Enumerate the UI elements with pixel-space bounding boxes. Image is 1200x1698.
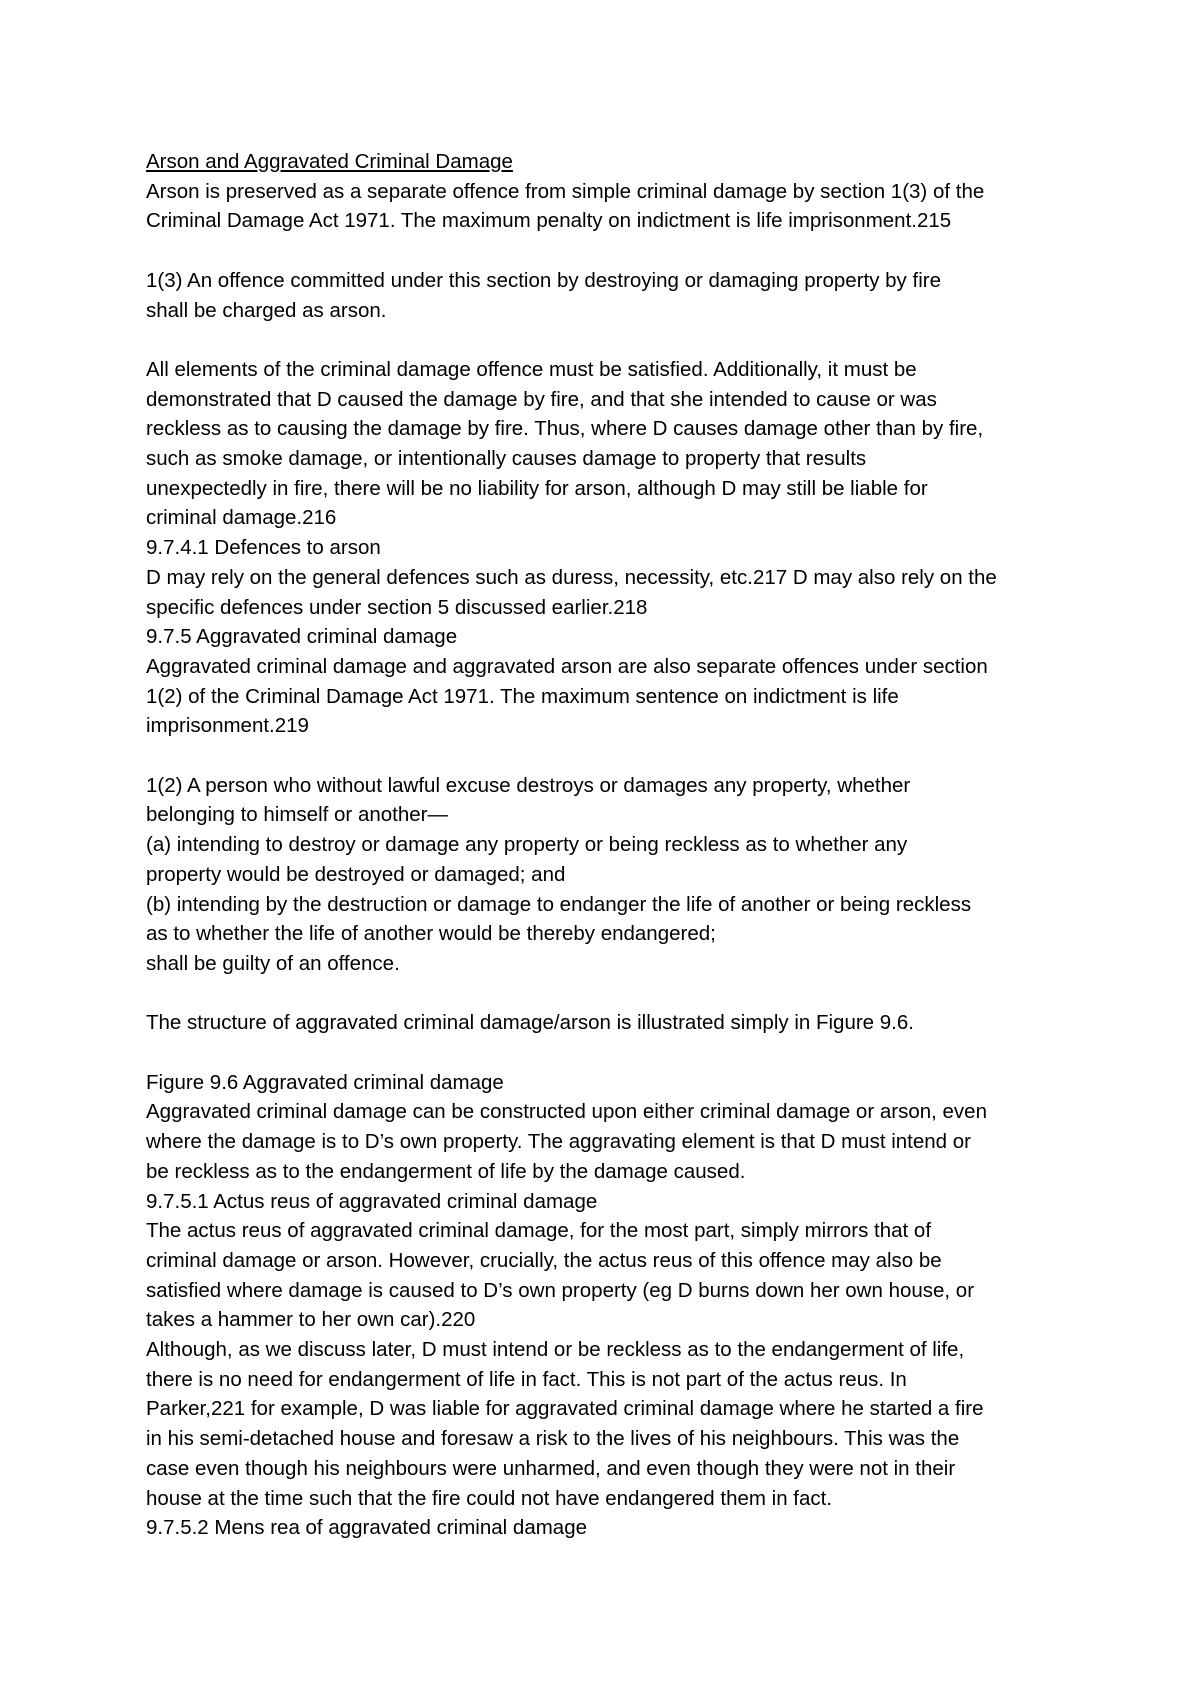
line-35: The actus reus of aggravated criminal damage, for the most part, simply mirrors that of — [146, 1219, 932, 1243]
line-41: Parker,221 for example, D was liable for aggravated criminal damage where he started a fire — [146, 1397, 984, 1421]
line-1: Criminal Damage Act 1971. The maximum penalty on indictment is life imprisonment.215 — [146, 209, 952, 233]
line-3: 1(3) An offence committed under this section by destroying or damaging property by fire — [146, 268, 941, 292]
line-38: takes a hammer to her own car).220 — [146, 1308, 476, 1332]
line-14: specific defences under section 5 discussed earlier.218 — [146, 595, 648, 619]
section-heading-aggravated: 9.7.5 Aggravated criminal damage — [146, 625, 458, 649]
blank-line — [146, 979, 1076, 1009]
line-39: Although, as we discuss later, D must intend or be reckless as to the endangerment of life, — [146, 1338, 965, 1362]
line-28: The structure of aggravated criminal damage/arson is illustrated simply in Figure 9.6. — [146, 1011, 914, 1035]
line-31: Aggravated criminal damage can be constructed upon either criminal damage or arson, even — [146, 1100, 987, 1124]
line-21: belonging to himself or another— — [146, 803, 448, 827]
line-25: as to whether the life of another would be thereby endangered; — [146, 922, 716, 946]
line-33: be reckless as to the endangerment of life by the damage caused. — [146, 1159, 746, 1183]
blank-line — [146, 236, 1076, 266]
blank-line — [146, 1038, 1076, 1068]
line-17: 1(2) of the Criminal Damage Act 1971. The maximum sentence on indictment is life — [146, 684, 899, 708]
figure-caption: Figure 9.6 Aggravated criminal damage — [146, 1070, 504, 1094]
line-23: property would be destroyed or damaged; and — [146, 862, 566, 886]
line-11: criminal damage.216 — [146, 506, 337, 530]
line-44: house at the time such that the fire could not have endangered them in fact. — [146, 1486, 833, 1510]
line-7: demonstrated that D caused the damage by fire, and that she intended to cause or was — [146, 387, 937, 411]
line-42: in his semi-detached house and foresaw a risk to the lives of his neighbours. This was the — [146, 1427, 960, 1451]
line-32: where the damage is to D’s own property. The aggravating element is that D must intend or — [146, 1130, 971, 1154]
line-18: imprisonment.219 — [146, 714, 309, 738]
line-26: shall be guilty of an offence. — [146, 951, 400, 975]
line-6: All elements of the criminal damage offence must be satisfied. Additionally, it must be — [146, 357, 917, 381]
line-40: there is no need for endangerment of life in fact. This is not part of the actus reus. In — [146, 1367, 907, 1391]
line-13: D may rely on the general defences such as duress, necessity, etc.217 D may also rely on the — [146, 565, 997, 589]
blank-line — [146, 741, 1076, 771]
line-37: satisfied where damage is caused to D’s own property (eg D burns down her own house, or — [146, 1278, 975, 1302]
line-43: case even though his neighbours were unharmed, and even though they were not in their — [146, 1456, 956, 1480]
line-36: criminal damage or arson. However, crucially, the actus reus of this offence may also be — [146, 1248, 942, 1272]
blank-line — [146, 325, 1076, 355]
section-heading-defences: 9.7.4.1 Defences to arson — [146, 536, 381, 560]
document-title: Arson and Aggravated Criminal Damage — [146, 150, 513, 173]
line-0: Arson is preserved as a separate offence from simple criminal damage by section 1(3) of the — [146, 179, 985, 203]
line-8: reckless as to causing the damage by fire. Thus, where D causes damage other than by fire, — [146, 417, 984, 441]
section-heading-mens-rea: 9.7.5.2 Mens rea of aggravated criminal damage — [146, 1516, 588, 1540]
line-10: unexpectedly in fire, there will be no liability for arson, although D may still be liable for — [146, 476, 928, 500]
line-9: such as smoke damage, or intentionally causes damage to property that results — [146, 447, 867, 470]
line-4: shall be charged as arson. — [146, 298, 387, 322]
line-16: Aggravated criminal damage and aggravated arson are also separate offences under section — [146, 654, 988, 678]
line-20: 1(2) A person who without lawful excuse destroys or damages any property, whether — [146, 773, 911, 797]
line-24: (b) intending by the destruction or damage to endanger the life of another or being reckless — [146, 892, 972, 916]
document-body — [146, 147, 1076, 1543]
section-heading-actus-reus: 9.7.5.1 Actus reus of aggravated criminal damage — [146, 1189, 598, 1213]
line-22: (a) intending to destroy or damage any property or being reckless as to whether any — [146, 833, 908, 857]
